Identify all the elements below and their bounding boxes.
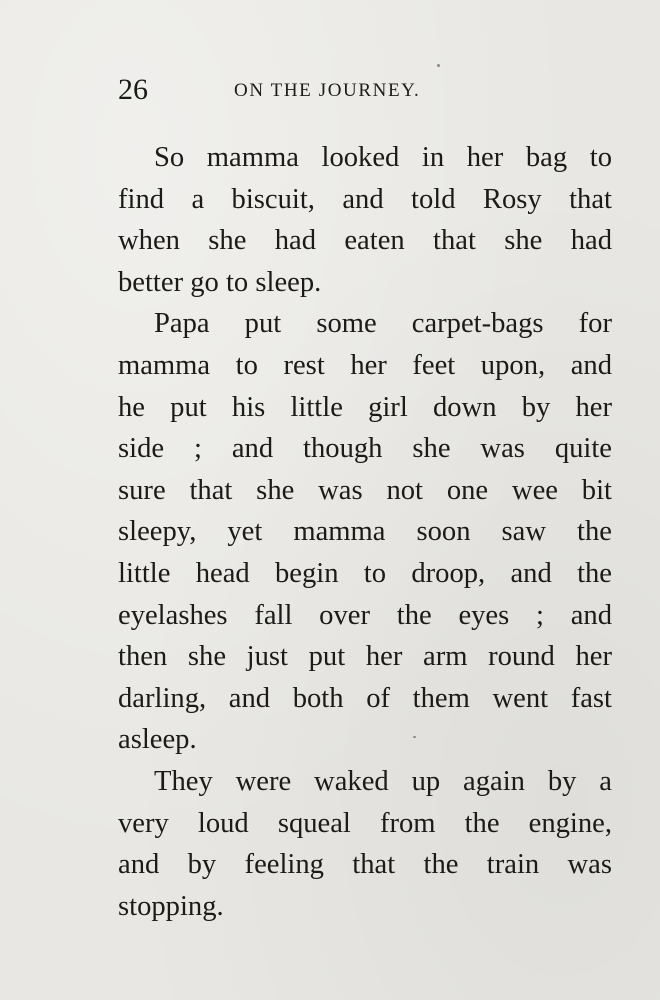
page-number: 26 [118, 73, 148, 106]
text-line: little head begin to droop, and the [118, 557, 612, 589]
paragraph [118, 303, 612, 761]
text-line: sleepy, yet mamma soon saw the [118, 516, 612, 548]
text-line: sure that she was not one wee bit [118, 474, 612, 506]
text-line: So mamma looked in her bag to [154, 142, 612, 173]
text-line: find a biscuit, and told Rosy that [118, 183, 612, 215]
ink-speck [437, 64, 440, 67]
text-line: They were waked up again by a [154, 765, 612, 797]
text-line: better go to sleep. [118, 266, 322, 298]
text-line: stopping. [118, 890, 224, 922]
text-line: then she just put her arm round her [118, 641, 612, 673]
text-line: mamma to rest her feet upon, and [118, 349, 612, 381]
running-head: ON THE JOURNEY. [234, 80, 421, 101]
text-line: darling, and both of them went fast [118, 682, 612, 714]
text-line: Papa put some carpet-bags for [154, 308, 612, 340]
text-line: side ; and though she was quite [118, 433, 612, 465]
paragraph [118, 137, 612, 303]
body-text [118, 137, 612, 927]
page-header [118, 70, 612, 110]
text-line: eyelashes fall over the eyes ; and [118, 599, 612, 631]
text-line: very loud squeal from the engine, [118, 807, 612, 839]
text-line: when she had eaten that she had [118, 225, 612, 257]
text-line: he put his little girl down by her [118, 391, 612, 423]
paragraph [118, 761, 612, 927]
text-line: and by feeling that the train was [118, 849, 612, 881]
text-line: asleep. [118, 724, 197, 756]
